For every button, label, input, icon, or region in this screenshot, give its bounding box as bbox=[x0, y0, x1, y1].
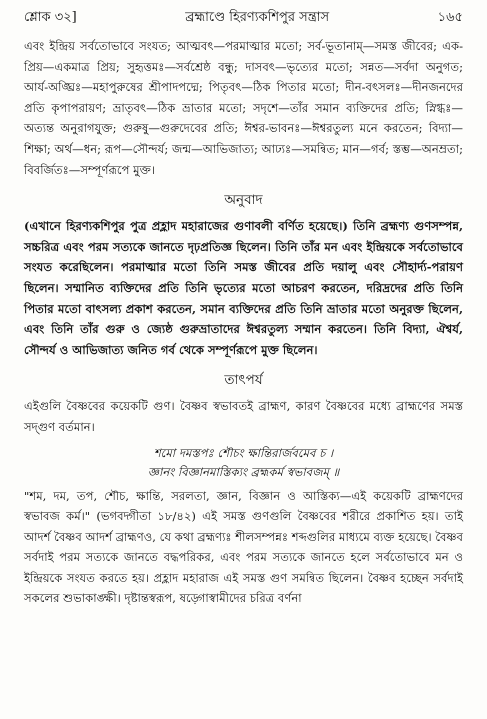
purport-intro: এইগুলি বৈষ্ণবের কয়েকটি গুণ। বৈষ্ণব স্বভাবতই ব্রাহ্মণ, কারণ বৈষ্ণবের মধ্যে ব্রাহ্মণের সমস্ত সদ্গুণ বর্তমান। bbox=[24, 399, 463, 434]
chapter-title: ব্রহ্মাণ্ডে হিরণ্যকশিপুর সন্ত্রাস bbox=[185, 10, 330, 25]
verse-reference: শ্লোক ৩২] bbox=[24, 10, 77, 25]
page-number: ১৬৫ bbox=[437, 10, 463, 25]
verse-line-1: শমো দমস্তপঃ শৌচং ক্ষান্তিরার্জবমেব চ । bbox=[153, 445, 334, 460]
translation-heading: অনুবাদ bbox=[224, 192, 263, 209]
running-header bbox=[24, 8, 463, 30]
verse-line-2: জ্ঞানং বিজ্ঞানমাস্তিক্যং ব্রহ্মকর্ম স্বভাবজম্ ॥ bbox=[147, 464, 340, 479]
purport-heading: তাৎপর্য bbox=[224, 372, 263, 389]
synonyms-paragraph: এবং ইন্দ্রিয় সর্বতোভাবে সংযত; আত্মবৎ—পরমাত্মার মতো; সর্ব-ভূতানাম্—সমস্ত জীবের; এক-প্রিয়—একমাত্র প্রিয়; সুহৃত্তমঃ—সর্বশ্রেষ্ঠ বন্ধু; দাসবৎ—ভৃত্যের মতো; সন্নত—সর্বদা অনুগত; আর্য-অঙ্ঘ্রিঃ—মহাপুরুষের শ্রীপাদপদ্মে; পিতৃবৎ—ঠিক পিতার মতো; দীন-বৎসলঃ—দীনজনদের প্রতি কৃপাপরায়ণ; ভ্রাতৃবৎ—ঠিক ভ্রাতার মতো; সদৃশে—তাঁর সমান ব্যক্তিদের প্রতি; স্নিগ্ধঃ—অত্যন্ত অনুরাগযুক্ত; গুরুষু—গুরুদেবের প্রতি; ঈশ্বর-ভাবনঃ—ঈশ্বরতুল্য মনে করতেন; বিদ্যা—শিক্ষা; অর্থ—ধন; রূপ—সৌন্দর্য; জন্ম—আভিজাত্য; আঢ্যঃ—সমন্বিত; মান—গর্ব; স্তম্ভ—অনম্রতা; বিবর্জিতঃ—সম্পূর্ণরূপে মুক্ত। bbox=[24, 39, 463, 177]
translation-paragraph: (এখানে হিরণ্যকশিপুর পুত্র প্রহ্লাদ মহারাজের গুণাবলী বর্ণিত হয়েছে।) তিনি ব্রহ্মণ্য গুণসম্পন্ন, সচ্চরিত্র এবং পরম সত্যকে জানতে দৃঢ়প্রতিজ্ঞ ছিলেন। তিনি তাঁর মন এবং ইন্দ্রিয়কে সর্বতোভাবে সংযত করেছিলেন। পরমাত্মার মতো তিনি সমস্ত জীবের প্রতি দয়ালু এবং সৌহার্দ্য-পরায়ণ ছিলেন। সম্মানিত ব্যক্তিদের প্রতি তিনি ভৃত্যের মতো আচরণ করতেন, দরিদ্রদের প্রতি তিনি পিতার মতো বাৎসল্য প্রকাশ করতেন, সমান ব্যক্তিদের প্রতি তিনি ভ্রাতার মতো অনুরক্ত ছিলেন, এবং তিনি তাঁর গুরু ও জ্যেষ্ঠ গুরুভ্রাতাদের ঈশ্বরতুল্য সম্মান করতেন। তিনি বিদ্যা, ঐশ্বর্য, সৌন্দর্য ও আভিজাত্য জনিত গর্ব থেকে সম্পূর্ণরূপে মুক্ত ছিলেন। bbox=[24, 219, 463, 357]
purport-body: "শম, দম, তপ, শৌচ, ক্ষান্তি, সরলতা, জ্ঞান, বিজ্ঞান ও আস্তিক্য—এই কয়েকটি ব্রাহ্মণদের স্বভাবজ কর্ম।" (ভগবদ্গীতা ১৮/৪২) এই সমস্ত গুণগুলি বৈষ্ণবের শরীরে প্রকাশিত হয়। তাই আদর্শ বৈষ্ণব আদর্শ ব্রাহ্মণও, যে কথা ব্রহ্মণ্যঃ শীলসম্পন্নঃ শব্দগুলির মাধ্যমে ব্যক্ত হয়েছে। বৈষ্ণব সর্বদাই পরম সত্যকে জানতে বদ্ধপরিকর, এবং পরম সত্যকে জানতে হলে সর্বতোভাবে মন ও ইন্দ্রিয়কে সংযত করতে হয়। প্রহ্লাদ মহারাজ এই সমস্ত গুণ সমন্বিত ছিলেন। বৈষ্ণব হচ্ছেন সর্বদাই সকলের শুভাকাঙ্ক্ষী। দৃষ্টান্তস্বরূপ, ষড়্গোস্বামীদের চরিত্র বর্ণনা bbox=[24, 488, 463, 606]
sanskrit-verse bbox=[24, 444, 463, 482]
